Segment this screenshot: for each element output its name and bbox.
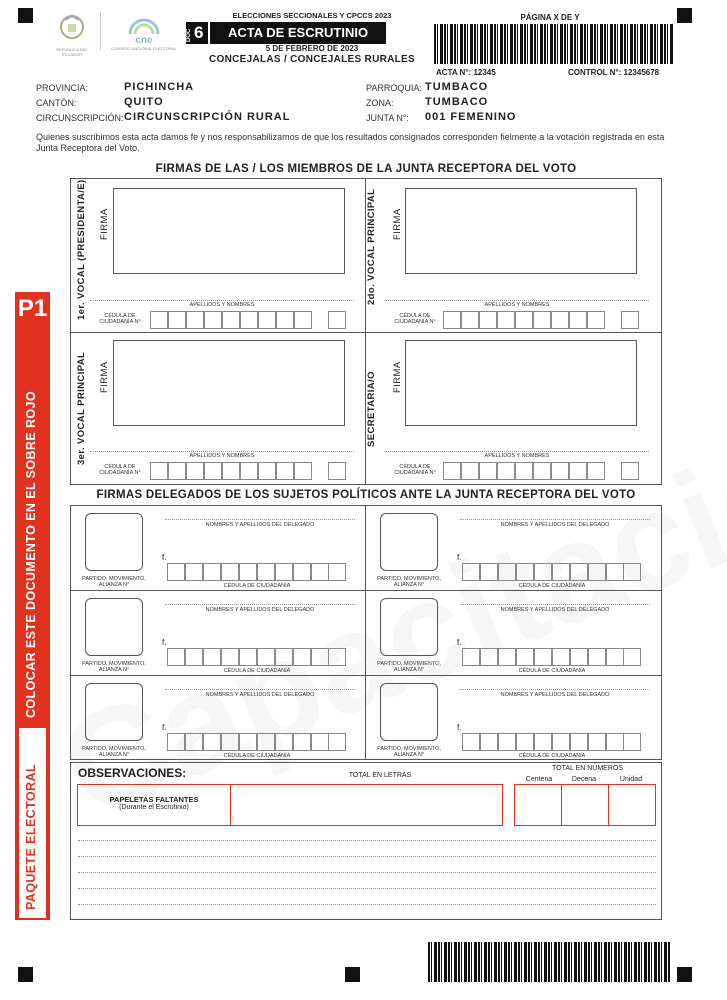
delegate-cedula-cells[interactable]	[462, 563, 624, 581]
decena-cell[interactable]	[562, 785, 607, 825]
election-date: 5 DE FEBRERO DE 2023	[265, 44, 359, 53]
delegate-name-line	[460, 604, 650, 605]
centena-cell[interactable]	[515, 785, 560, 825]
observation-line[interactable]	[78, 856, 656, 857]
dignity-title: CONCEJALAS / CONCEJALES RURALES	[209, 54, 415, 65]
apellidos-label: APELLIDOS Y NOMBRES	[484, 453, 550, 459]
unidad-label: Unidad	[619, 776, 643, 783]
cedula-label: CÉDULA DE CIUDADANÍA N°	[99, 464, 141, 476]
papeletas-divider	[230, 784, 231, 826]
delegate-cedula-cells[interactable]	[167, 563, 329, 581]
centena-label: Centena	[525, 776, 553, 783]
nombres-label: NOMBRES Y APELLIDOS DEL DELEGADO	[500, 607, 610, 613]
apellidos-label: APELLIDOS Y NOMBRES	[189, 453, 255, 459]
partido-label: PARTIDO, MOVIMIENTO, ALIANZA N°	[82, 746, 146, 758]
cne-brand: cne	[135, 35, 153, 46]
delegate-cedula-label: CÉDULA DE CIUDADANÍA	[223, 668, 291, 674]
footer-barcode	[428, 942, 670, 982]
control-value: 12345678	[623, 68, 660, 77]
delegate-cedula-label: CÉDULA DE CIUDADANÍA	[518, 668, 586, 674]
party-stamp-box[interactable]	[85, 513, 143, 571]
partido-label: PARTIDO, MOVIMIENTO, ALIANZA N°	[82, 576, 146, 588]
canton-value: QUITO	[124, 96, 164, 108]
election-name: ELECCIONES SECCIONALES Y CPCCS 2023	[232, 11, 392, 20]
party-stamp-box[interactable]	[85, 683, 143, 741]
delegate-cedula-label: CÉDULA DE CIUDADANÍA	[223, 753, 291, 759]
acta-label: ACTA N°:	[436, 68, 472, 77]
control-number	[568, 68, 659, 77]
acta-value: 12345	[473, 68, 496, 77]
observation-line[interactable]	[78, 872, 656, 873]
f-label: f.	[457, 723, 462, 732]
provincia-label: PROVINCIA:	[36, 83, 89, 93]
signature-box[interactable]	[113, 340, 345, 426]
delegate-cedula-cells[interactable]	[462, 648, 624, 666]
provincia-value: PICHINCHA	[124, 81, 195, 93]
delegate-check-cell[interactable]	[328, 563, 346, 581]
delegate-name-line	[165, 604, 355, 605]
doc-tag: DOC	[186, 28, 192, 42]
observation-line[interactable]	[78, 904, 656, 905]
nombres-label: NOMBRES Y APELLIDOS DEL DELEGADO	[205, 522, 315, 528]
doc-badge	[186, 22, 208, 44]
delegate-cedula-cells[interactable]	[167, 733, 329, 751]
signature-box[interactable]	[405, 340, 637, 426]
f-label: f.	[457, 638, 462, 647]
cedula-cells[interactable]	[443, 311, 605, 329]
cedula-check-cell[interactable]	[328, 462, 346, 480]
registration-mark	[677, 967, 692, 982]
party-stamp-box[interactable]	[380, 598, 438, 656]
name-line	[385, 451, 649, 452]
delegate-check-cell[interactable]	[328, 733, 346, 751]
zona-label: ZONA:	[366, 98, 394, 108]
parroquia-value: TUMBACO	[425, 81, 489, 93]
delegate-cedula-label: CÉDULA DE CIUDADANÍA	[518, 753, 586, 759]
members-divider-h	[70, 332, 662, 333]
sobre-rojo-instruction: COLOCAR ESTE DOCUMENTO EN EL SOBRE ROJO	[24, 391, 38, 718]
cedula-check-cell[interactable]	[328, 311, 346, 329]
delegate-check-cell[interactable]	[328, 648, 346, 666]
cedula-label: CÉDULA DE CIUDADANÍA N°	[394, 313, 436, 325]
papeletas-label: PAPELETAS FALTANTES	[109, 795, 199, 804]
durante-label: (Durante el Escrutinio)	[119, 804, 189, 811]
cedula-check-cell[interactable]	[621, 462, 639, 480]
acta-number	[436, 68, 496, 77]
f-label: f.	[457, 553, 462, 562]
firma-label: FIRMA	[99, 208, 110, 240]
delegates-divider-h	[70, 590, 662, 591]
delegate-check-cell[interactable]	[623, 563, 641, 581]
nombres-label: NOMBRES Y APELLIDOS DEL DELEGADO	[500, 692, 610, 698]
party-stamp-box[interactable]	[85, 598, 143, 656]
name-line	[385, 300, 649, 301]
paquete-electoral-label: PAQUETE ELECTORAL	[24, 764, 38, 910]
signature-box[interactable]	[405, 188, 637, 274]
delegate-check-cell[interactable]	[623, 648, 641, 666]
registration-mark	[18, 967, 33, 982]
delegate-name-line	[165, 689, 355, 690]
partido-label: PARTIDO, MOVIMIENTO, ALIANZA N°	[377, 661, 441, 673]
logo-caption: REPÚBLICA DEL ECUADOR	[56, 47, 88, 57]
cedula-label: CÉDULA DE CIUDADANÍA N°	[394, 464, 436, 476]
cedula-cells[interactable]	[443, 462, 605, 480]
delegates-section-title: FIRMAS DELEGADOS DE LOS SUJETOS POLÍTICOS ANTE LA JUNTA RECEPTORA DEL VOTO	[96, 489, 636, 501]
member-role: 1er. VOCAL (PRESIDENTA/E)	[76, 179, 87, 320]
ecuador-seal-logo	[48, 12, 96, 57]
responsibility-statement: Quienes suscribimos esta acta damos fe y nos responsabilizamos de que los resultados consignados corresponden fielmente a la votación registrada en esta Junta Receptora del Voto.	[36, 132, 665, 153]
delegates-divider-v	[365, 505, 366, 760]
name-line	[90, 300, 354, 301]
cne-logo	[104, 12, 184, 52]
logo-caption: CONSEJO NACIONAL ELECTORAL	[111, 46, 177, 51]
circunscripcion-value: CIRCUNSCRIPCIÓN RURAL	[124, 111, 291, 123]
delegates-divider-h	[70, 675, 662, 676]
nombres-label: NOMBRES Y APELLIDOS DEL DELEGADO	[205, 692, 315, 698]
member-role: SECRETARIA/O	[366, 371, 377, 447]
registration-mark	[677, 8, 692, 23]
delegate-cedula-cells[interactable]	[167, 648, 329, 666]
unidad-cell[interactable]	[609, 785, 655, 825]
partido-label: PARTIDO, MOVIMIENTO, ALIANZA N°	[377, 576, 441, 588]
p1-badge: P1	[15, 292, 50, 326]
total-numeros-label: TOTAL EN NÚMEROS	[551, 765, 624, 772]
total-letras-label: TOTAL EN LETRAS	[348, 772, 412, 779]
delegate-cedula-cells[interactable]	[462, 733, 624, 751]
observation-line[interactable]	[78, 840, 656, 841]
observaciones-title: OBSERVACIONES:	[78, 766, 187, 780]
nombres-label: NOMBRES Y APELLIDOS DEL DELEGADO	[500, 522, 610, 528]
cedula-label: CÉDULA DE CIUDADANÍA N°	[99, 313, 141, 325]
firma-label: FIRMA	[99, 361, 110, 393]
partido-label: PARTIDO, MOVIMIENTO, ALIANZA N°	[377, 746, 441, 758]
apellidos-label: APELLIDOS Y NOMBRES	[189, 302, 255, 308]
delegate-name-line	[460, 689, 650, 690]
control-label: CONTROL N°:	[568, 68, 622, 77]
partido-label: PARTIDO, MOVIMIENTO, ALIANZA N°	[82, 661, 146, 673]
cedula-cells[interactable]	[150, 462, 312, 480]
nombres-label: NOMBRES Y APELLIDOS DEL DELEGADO	[205, 607, 315, 613]
doc-number: 6	[194, 23, 204, 42]
delegate-check-cell[interactable]	[623, 733, 641, 751]
firma-label: FIRMA	[392, 208, 403, 240]
firma-label: FIRMA	[392, 361, 403, 393]
zona-value: TUMBACO	[425, 96, 489, 108]
junta-value: 001 FEMENINO	[425, 111, 517, 123]
party-stamp-box[interactable]	[380, 683, 438, 741]
delegate-name-line	[165, 519, 355, 520]
coat-of-arms-icon	[57, 12, 87, 42]
observation-line[interactable]	[78, 888, 656, 889]
party-stamp-box[interactable]	[380, 513, 438, 571]
members-section-title: FIRMAS DE LAS / LOS MIEMBROS DE LA JUNTA RECEPTORA DEL VOTO	[155, 163, 577, 175]
parroquia-label: PARROQUIA:	[366, 83, 422, 93]
member-role: 3er. VOCAL PRINCIPAL	[76, 351, 87, 465]
registration-mark	[18, 8, 33, 23]
delegate-name-line	[460, 519, 650, 520]
logo-divider	[100, 12, 101, 50]
circunscripcion-label: CIRCUNSCRIPCIÓN:	[36, 113, 124, 123]
name-line	[90, 451, 354, 452]
delegate-cedula-label: CÉDULA DE CIUDADANÍA	[518, 583, 586, 589]
apellidos-label: APELLIDOS Y NOMBRES	[484, 302, 550, 308]
delegate-cedula-label: CÉDULA DE CIUDADANÍA	[223, 583, 291, 589]
cedula-check-cell[interactable]	[621, 311, 639, 329]
document-title: ACTA DE ESCRUTINIO	[210, 22, 386, 44]
junta-label: JUNTA N°:	[366, 113, 409, 123]
registration-mark	[345, 967, 360, 982]
decena-label: Decena	[571, 776, 597, 783]
cedula-cells[interactable]	[150, 311, 312, 329]
member-role: 2do. VOCAL PRINCIPAL	[366, 188, 377, 305]
f-label: f.	[162, 638, 167, 647]
delegates-signature-panel	[70, 505, 662, 760]
page-counter: PÁGINA X DE Y	[520, 13, 580, 22]
header-barcode	[434, 24, 674, 64]
f-label: f.	[162, 723, 167, 732]
f-label: f.	[162, 553, 167, 562]
signature-box[interactable]	[113, 188, 345, 274]
canton-label: CANTÓN:	[36, 98, 77, 108]
